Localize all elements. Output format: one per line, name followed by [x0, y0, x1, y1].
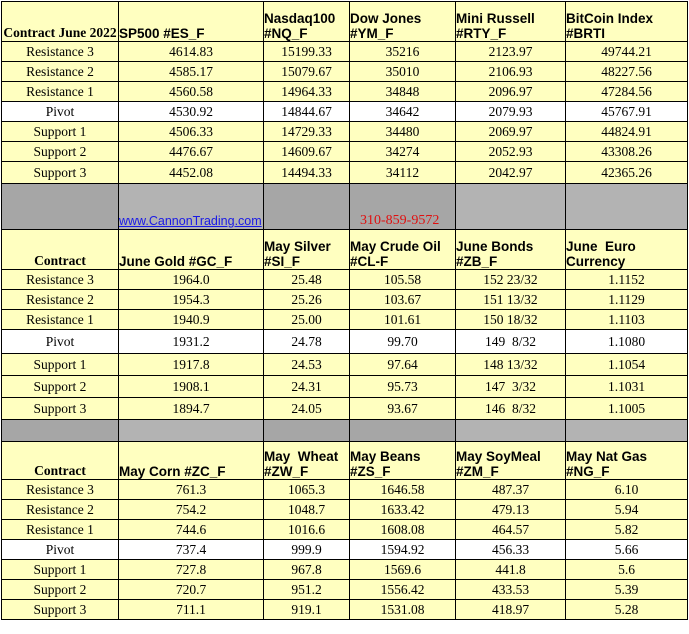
level-row	[2, 480, 688, 500]
level-value: 105.58	[350, 270, 456, 290]
level-value: 999.9	[264, 540, 350, 560]
level-row	[2, 310, 688, 330]
level-row	[2, 398, 688, 420]
level-value: 14964.33	[264, 82, 350, 102]
level-value: 1.1005	[566, 398, 688, 420]
instrument-header: Dow Jones #YM_F	[350, 2, 456, 42]
level-value: 744.6	[119, 520, 264, 540]
level-value: 25.48	[264, 270, 350, 290]
instrument-header: Nasdaq100 #NQ_F	[264, 2, 350, 42]
level-value: 1.1031	[566, 376, 688, 398]
level-label: Resistance 1	[2, 310, 119, 330]
level-value: 45767.91	[566, 102, 688, 122]
level-value: 1048.7	[264, 500, 350, 520]
level-label: Support 3	[2, 398, 119, 420]
level-label: Support 1	[2, 122, 119, 142]
level-value: 34480	[350, 122, 456, 142]
level-value: 14494.33	[264, 162, 350, 184]
separator-cell	[566, 184, 688, 230]
level-value: 464.57	[456, 520, 566, 540]
level-row	[2, 102, 688, 122]
level-value: 1646.58	[350, 480, 456, 500]
level-value: 5.66	[566, 540, 688, 560]
level-row	[2, 330, 688, 354]
level-value: 4506.33	[119, 122, 264, 142]
level-row	[2, 500, 688, 520]
instrument-header: May Wheat #ZW_F	[264, 442, 350, 480]
level-value: 2069.97	[456, 122, 566, 142]
separator-cell	[350, 184, 456, 230]
level-row	[2, 82, 688, 102]
level-value: 42365.26	[566, 162, 688, 184]
level-value: 2079.93	[456, 102, 566, 122]
instrument-header: May Corn #ZC_F	[119, 442, 264, 480]
instrument-header: June Bonds #ZB_F	[456, 230, 566, 270]
level-value: 418.97	[456, 600, 566, 620]
separator-cell	[119, 184, 264, 230]
instrument-header: June Gold #GC_F	[119, 230, 264, 270]
separator-cell	[456, 184, 566, 230]
level-value: 433.53	[456, 580, 566, 600]
level-value: 48227.56	[566, 62, 688, 82]
level-value: 35010	[350, 62, 456, 82]
level-label: Resistance 2	[2, 290, 119, 310]
level-value: 2052.93	[456, 142, 566, 162]
level-value: 24.05	[264, 398, 350, 420]
level-value: 47284.56	[566, 82, 688, 102]
level-value: 24.78	[264, 330, 350, 354]
level-value: 1954.3	[119, 290, 264, 310]
level-value: 4530.92	[119, 102, 264, 122]
level-value: 456.33	[456, 540, 566, 560]
level-label: Resistance 3	[2, 480, 119, 500]
level-value: 34848	[350, 82, 456, 102]
level-value: 1.1152	[566, 270, 688, 290]
level-value: 487.37	[456, 480, 566, 500]
level-row	[2, 580, 688, 600]
level-value: 1.1080	[566, 330, 688, 354]
level-value: 4452.08	[119, 162, 264, 184]
level-value: 148 13/32	[456, 354, 566, 376]
level-value: 1016.6	[264, 520, 350, 540]
level-value: 1531.08	[350, 600, 456, 620]
level-value: 6.10	[566, 480, 688, 500]
level-label: Resistance 3	[2, 270, 119, 290]
level-value: 95.73	[350, 376, 456, 398]
level-value: 1894.7	[119, 398, 264, 420]
level-value: 1.1103	[566, 310, 688, 330]
separator-cell	[119, 420, 264, 442]
level-row	[2, 142, 688, 162]
separator-cell	[2, 184, 119, 230]
level-row	[2, 290, 688, 310]
level-label: Support 1	[2, 354, 119, 376]
instrument-header: May Silver #SI_F	[264, 230, 350, 270]
level-value: 4585.17	[119, 62, 264, 82]
level-value: 967.8	[264, 560, 350, 580]
level-label: Pivot	[2, 330, 119, 354]
level-value: 1556.42	[350, 580, 456, 600]
level-value: 720.7	[119, 580, 264, 600]
pivot-levels-body	[2, 2, 688, 620]
instrument-header: SP500 #ES_F	[119, 2, 264, 42]
level-value: 43308.26	[566, 142, 688, 162]
separator-cell	[264, 420, 350, 442]
level-value: 919.1	[264, 600, 350, 620]
level-value: 5.28	[566, 600, 688, 620]
level-value: 35216	[350, 42, 456, 62]
level-value: 49744.21	[566, 42, 688, 62]
level-label: Pivot	[2, 540, 119, 560]
level-value: 711.1	[119, 600, 264, 620]
level-value: 1065.3	[264, 480, 350, 500]
level-value: 737.4	[119, 540, 264, 560]
level-row	[2, 520, 688, 540]
instrument-header: BitCoin Index #BRTI	[566, 2, 688, 42]
level-value: 4476.67	[119, 142, 264, 162]
level-label: Support 2	[2, 580, 119, 600]
level-value: 1594.92	[350, 540, 456, 560]
level-value: 34112	[350, 162, 456, 184]
separator-row	[2, 420, 688, 442]
level-row	[2, 62, 688, 82]
level-value: 103.67	[350, 290, 456, 310]
level-value: 93.67	[350, 398, 456, 420]
level-value: 5.82	[566, 520, 688, 540]
level-value: 754.2	[119, 500, 264, 520]
level-value: 34274	[350, 142, 456, 162]
level-value: 99.70	[350, 330, 456, 354]
instrument-header: May Nat Gas #NG_F	[566, 442, 688, 480]
level-row	[2, 560, 688, 580]
level-value: 151 13/32	[456, 290, 566, 310]
level-value: 34642	[350, 102, 456, 122]
level-label: Pivot	[2, 102, 119, 122]
separator-cell	[456, 420, 566, 442]
level-value: 1.1054	[566, 354, 688, 376]
level-value: 25.26	[264, 290, 350, 310]
level-value: 152 23/32	[456, 270, 566, 290]
contract-header: Contract	[2, 230, 119, 270]
separator-row	[2, 184, 688, 230]
level-label: Resistance 1	[2, 520, 119, 540]
level-label: Resistance 2	[2, 500, 119, 520]
level-value: 727.8	[119, 560, 264, 580]
level-row	[2, 600, 688, 620]
level-value: 146 8/32	[456, 398, 566, 420]
level-value: 1964.0	[119, 270, 264, 290]
level-value: 1908.1	[119, 376, 264, 398]
level-row	[2, 376, 688, 398]
separator-cell	[2, 420, 119, 442]
header-row	[2, 2, 688, 42]
level-value: 2096.97	[456, 82, 566, 102]
level-label: Support 3	[2, 600, 119, 620]
level-row	[2, 162, 688, 184]
level-label: Support 2	[2, 376, 119, 398]
level-row	[2, 270, 688, 290]
level-value: 15079.67	[264, 62, 350, 82]
level-value: 4614.83	[119, 42, 264, 62]
instrument-header: June Euro Currency	[566, 230, 688, 270]
level-value: 5.39	[566, 580, 688, 600]
website-link[interactable]: www.CannonTrading.com	[119, 214, 262, 228]
level-label: Resistance 1	[2, 82, 119, 102]
level-value: 1940.9	[119, 310, 264, 330]
level-row	[2, 122, 688, 142]
instrument-header: May SoyMeal #ZM_F	[456, 442, 566, 480]
pivot-levels-table	[1, 1, 688, 620]
instrument-header: May Crude Oil #CL-F	[350, 230, 456, 270]
separator-cell	[566, 420, 688, 442]
instrument-header: Mini Russell #RTY_F	[456, 2, 566, 42]
level-value: 761.3	[119, 480, 264, 500]
level-value: 149 8/32	[456, 330, 566, 354]
level-value: 479.13	[456, 500, 566, 520]
level-value: 4560.58	[119, 82, 264, 102]
level-value: 5.94	[566, 500, 688, 520]
level-label: Resistance 3	[2, 42, 119, 62]
level-value: 14844.67	[264, 102, 350, 122]
header-row	[2, 442, 688, 480]
phone-number: 310-859-9572	[360, 213, 440, 228]
level-value: 147 3/32	[456, 376, 566, 398]
level-row	[2, 42, 688, 62]
level-row	[2, 540, 688, 560]
level-value: 14729.33	[264, 122, 350, 142]
level-value: 2123.97	[456, 42, 566, 62]
level-label: Support 2	[2, 142, 119, 162]
level-value: 24.31	[264, 376, 350, 398]
contract-header: Contract June 2022	[2, 2, 119, 42]
level-value: 25.00	[264, 310, 350, 330]
separator-cell	[350, 420, 456, 442]
level-label: Resistance 2	[2, 62, 119, 82]
level-value: 1931.2	[119, 330, 264, 354]
level-value: 2042.97	[456, 162, 566, 184]
header-row	[2, 230, 688, 270]
level-value: 97.64	[350, 354, 456, 376]
level-value: 1.1129	[566, 290, 688, 310]
level-value: 14609.67	[264, 142, 350, 162]
level-value: 1569.6	[350, 560, 456, 580]
level-value: 951.2	[264, 580, 350, 600]
level-value: 5.6	[566, 560, 688, 580]
level-row	[2, 354, 688, 376]
level-value: 101.61	[350, 310, 456, 330]
level-value: 1608.08	[350, 520, 456, 540]
level-label: Support 1	[2, 560, 119, 580]
level-value: 24.53	[264, 354, 350, 376]
level-value: 15199.33	[264, 42, 350, 62]
instrument-header: May Beans #ZS_F	[350, 442, 456, 480]
level-value: 1917.8	[119, 354, 264, 376]
level-value: 150 18/32	[456, 310, 566, 330]
level-value: 44824.91	[566, 122, 688, 142]
contract-header: Contract	[2, 442, 119, 480]
separator-cell	[264, 184, 350, 230]
level-label: Support 3	[2, 162, 119, 184]
level-value: 1633.42	[350, 500, 456, 520]
level-value: 2106.93	[456, 62, 566, 82]
level-value: 441.8	[456, 560, 566, 580]
